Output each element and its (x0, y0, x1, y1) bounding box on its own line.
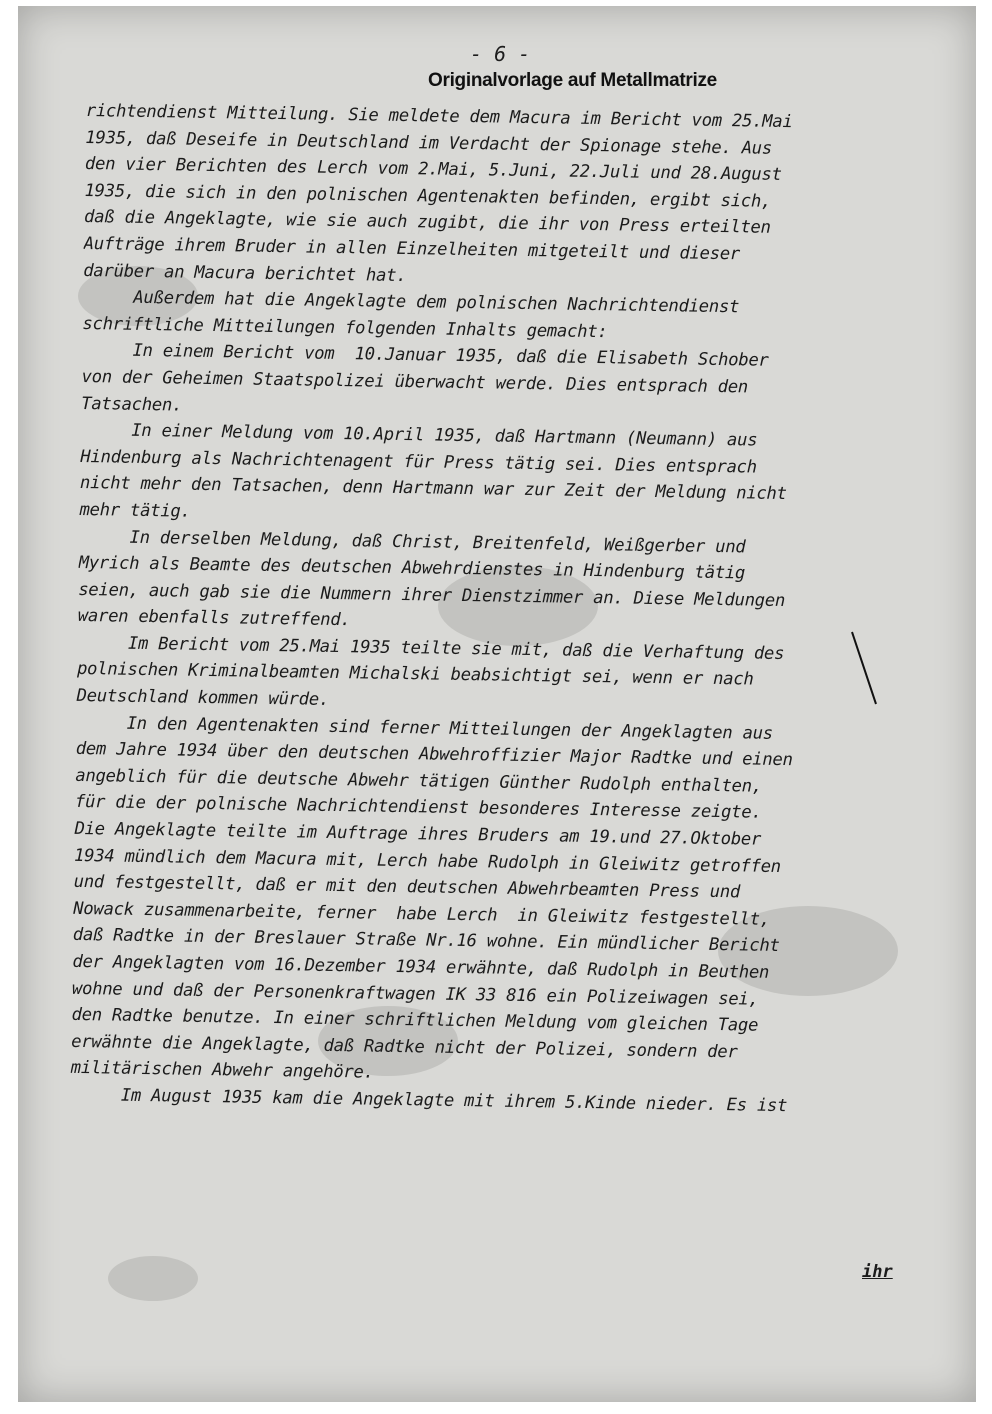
text-line: und festgestellt, daß er mit den deutschen Abwehrbeamten Press und (73, 872, 741, 903)
text-line: von der Geheimen Staatspolizei überwacht werde. Dies entsprach den (81, 366, 749, 398)
text-line: Im August 1935 kam die Angeklagte mit ihrem 5.Kinde nieder. Es ist (70, 1084, 788, 1117)
text-line: angeblich für die deutsche Abwehr tätigen Günther Rudolph enthalten, (75, 765, 763, 797)
text-line: Nowack zusammenarbeite, ferner habe Lerch in Gleiwitz festgestellt, (73, 898, 771, 930)
text-line: Deutschland kommen würde. (76, 685, 330, 710)
text-line: Hindenburg als Nachrichtenagent für Press tätig sei. Dies entsprach (80, 446, 758, 478)
text-line: den vier Berichten des Lerch vom 2.Mai, 5.Juni, 22.Juli und 28.August (84, 154, 782, 186)
text-line: für die der polnische Nachrichtendienst besonderes Interesse zeigte. (74, 792, 762, 824)
text-line: Tatsachen. (81, 393, 183, 416)
text-line: 1934 mündlich dem Macura mit, Lerch habe Rudolph in Gleiwitz getroffen (73, 845, 782, 877)
continuation-word: ihr (862, 1262, 893, 1282)
text-line: darüber an Macura berichtet hat. (83, 260, 407, 286)
text-line: Außerdem hat die Angeklagte dem polnischen Nachrichtendienst (82, 287, 740, 318)
text-line: In einer Meldung vom 10.April 1935, daß Hartmann (Neumann) aus (80, 420, 758, 451)
text-line: 1935, die sich in den polnischen Agentenakten befinden, ergibt sich, (84, 180, 772, 212)
text-line: wohne und daß der Personenkraftwagen IK 33 816 ein Polizeiwagen sei, (71, 978, 759, 1010)
pen-stroke-mark (846, 628, 886, 708)
text-line: polnischen Kriminalbeamten Michalski beabsichtigt sei, wenn er nach (76, 659, 754, 691)
text-line: dem Jahre 1934 über den deutschen Abwehroffizier Major Radtke und einen (75, 739, 793, 771)
text-line: schriftliche Mitteilungen folgenden Inhalts gemacht: (82, 313, 608, 342)
text-line: daß die Angeklagte, wie sie auch zugibt, die ihr von Press erteilten (83, 207, 771, 239)
text-line: den Radtke benutze. In einer schriftlichen Meldung vom gleichen Tage (71, 1005, 759, 1036)
text-line: militärischen Abwehr angehöre. (70, 1058, 374, 1084)
text-line: erwähnte die Angeklagte, daß Radtke nicht der Polizei, sondern der (71, 1031, 738, 1063)
text-line: Im Bericht vom 25.Mai 1935 teilte sie mit, daß die Verhaftung des (77, 632, 785, 664)
matrix-stamp: Originalvorlage auf Metallmatrize (428, 70, 717, 91)
text-line: Aufträge ihrem Bruder in allen Einzelheiten mitgeteilt und dieser (83, 233, 741, 265)
text-line: In derselben Meldung, daß Christ, Breitenfeld, Weißgerber und (78, 526, 746, 557)
text-line: waren ebenfalls zutreffend. (77, 606, 351, 631)
text-line: richtendienst Mitteilung. Sie meldete dem Macura im Bericht vom 25.Mai (85, 100, 793, 133)
paper-stain (108, 1256, 198, 1301)
page-number: - 6 - (470, 42, 531, 66)
text-line: In den Agentenakten sind ferner Mitteilungen der Angeklagten aus (76, 712, 774, 744)
text-line: Myrich als Beamte des deutschen Abwehrdienstes in Hindenburg tätig (78, 553, 746, 584)
text-line: seien, auch gab sie die Nummern ihrer Dienstzimmer an. Diese Meldungen (78, 579, 786, 611)
text-line: 1935, daß Deseife in Deutschland im Verdacht der Spionage stehe. Aus (85, 127, 773, 159)
text-line: In einem Bericht vom 10.Januar 1935, daß die Elisabeth Schober (81, 340, 769, 372)
text-line: Die Angeklagte teilte im Auftrage ihres Bruders am 19.und 27.Oktober (74, 818, 762, 850)
text-line: daß Radtke in der Breslauer Straße Nr.16 wohne. Ein mündlicher Bericht (72, 925, 780, 957)
body-text (70, 98, 962, 1122)
text-line: der Angeklagten vom 16.Dezember 1934 erwähnte, daß Rudolph in Beuthen (72, 951, 770, 983)
text-line: nicht mehr den Tatsachen, denn Hartmann war zur Zeit der Meldung nicht (79, 473, 787, 505)
text-line: mehr tätig. (79, 499, 191, 522)
